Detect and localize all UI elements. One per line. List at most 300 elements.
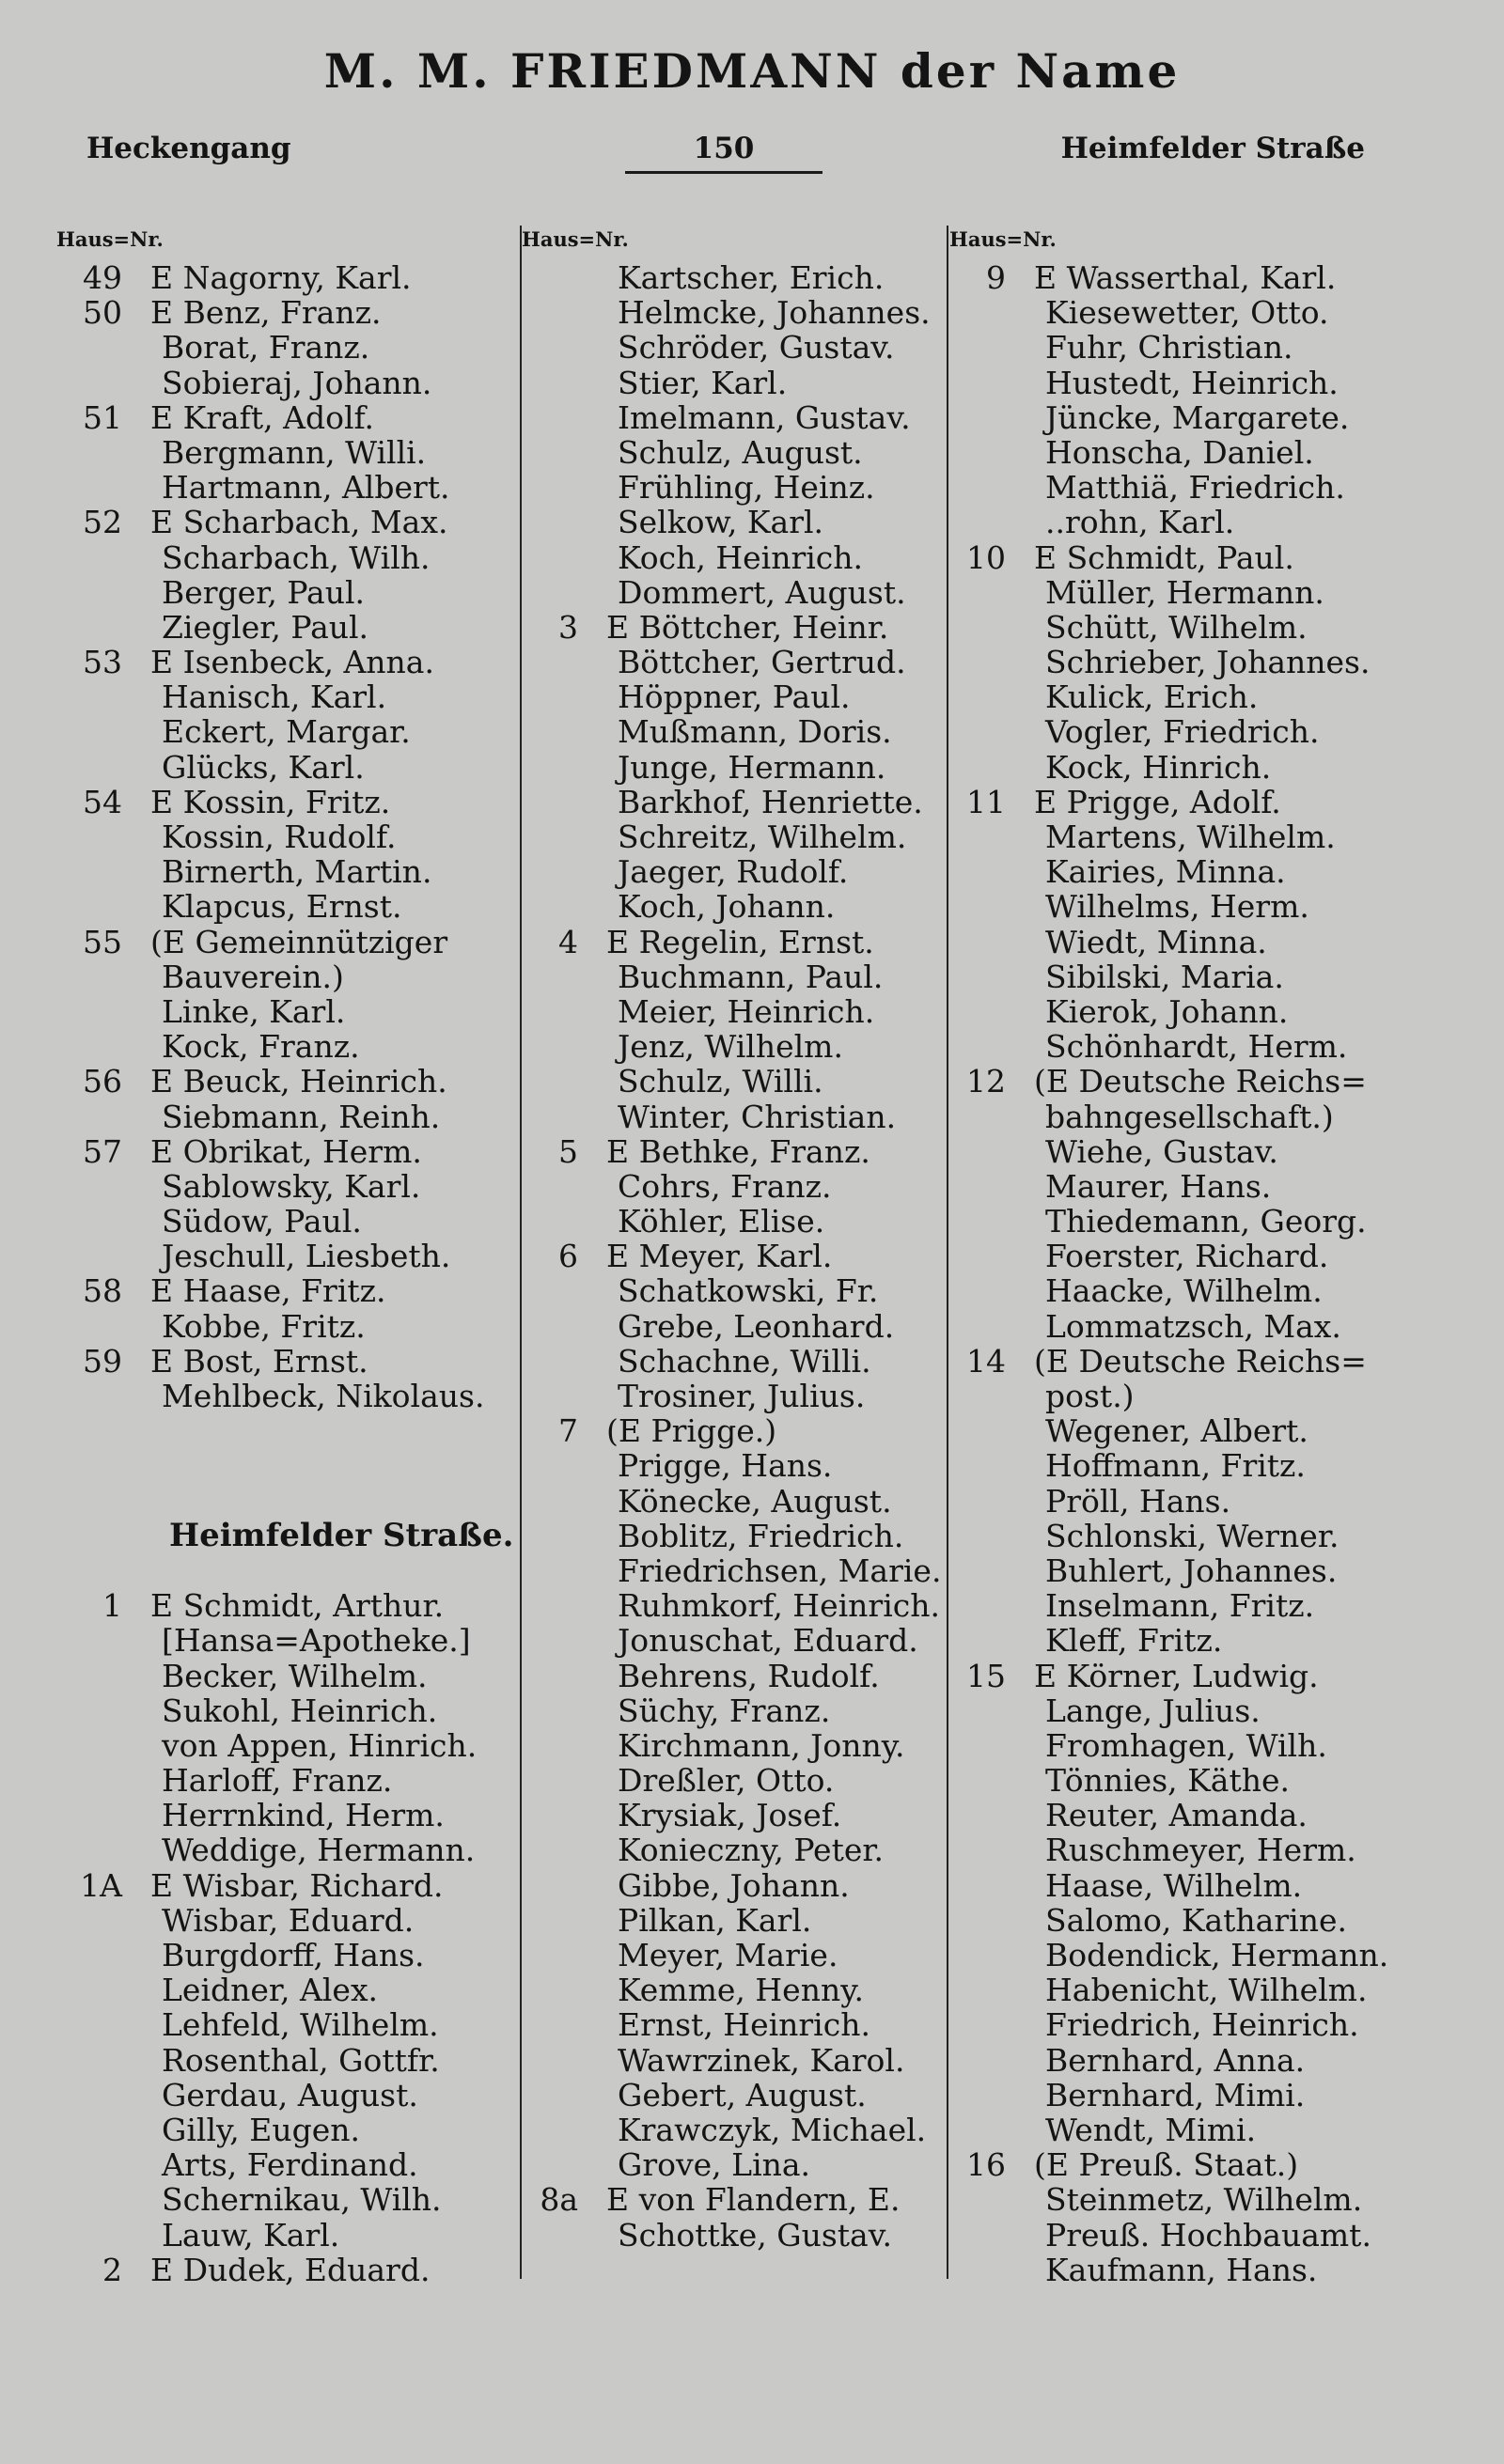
house-number: 51 [83, 398, 122, 436]
directory-entry [56, 1169, 517, 1204]
resident-name: Foerster, Richard. [1045, 1238, 1329, 1275]
house-number: 52 [83, 504, 122, 541]
resident-name: Gerdau, August. [162, 2076, 418, 2113]
column-3 [949, 226, 1495, 2287]
directory-entry [56, 1239, 517, 1273]
directory-entry [56, 2007, 517, 2042]
directory-entry [522, 1484, 945, 1519]
resident-name: Jeschull, Liesbeth. [162, 1238, 451, 1275]
directory-entry [949, 366, 1495, 400]
directory-entry [949, 1134, 1495, 1169]
resident-name: Kaufmann, Hans. [1045, 2251, 1318, 2288]
resident-name: Koch, Heinrich. [618, 538, 864, 576]
house-number: 58 [83, 1272, 122, 1310]
resident-name: Steinmetz, Wilhelm. [1045, 2181, 1363, 2219]
resident-name: E Meyer, Karl. [606, 1238, 833, 1275]
house-number: 14 [966, 1342, 1006, 1380]
directory-entry [522, 1832, 945, 1867]
resident-name: E Böttcher, Heinr. [606, 608, 889, 646]
resident-name: Grove, Lina. [618, 2146, 811, 2184]
resident-name: Schrieber, Johannes. [1045, 644, 1371, 681]
directory-entry [949, 959, 1495, 994]
resident-name: Buchmann, Paul. [618, 958, 884, 995]
resident-name: Wendt, Mimi. [1045, 2111, 1257, 2148]
directory-entry [522, 1309, 945, 1344]
directory-entry [522, 2078, 945, 2113]
resident-name: Stier, Karl. [618, 364, 788, 401]
resident-name: Friedrichsen, Marie. [618, 1552, 942, 1589]
house-number-label: Haus=Nr. [522, 227, 629, 251]
resident-name: Bodendick, Hermann. [1045, 1937, 1389, 1973]
directory-entry [522, 714, 945, 749]
resident-name: E Regelin, Ernst. [606, 923, 874, 960]
directory-entry [949, 1379, 1495, 1413]
resident-name: Herrnkind, Herm. [162, 1797, 445, 1834]
house-number-label: Haus=Nr. [56, 227, 164, 251]
directory-entry [56, 1588, 517, 1623]
house-number: 3 [558, 608, 578, 646]
resident-name: Helmcke, Johannes. [618, 294, 931, 332]
resident-name: Martens, Wilhelm. [1045, 819, 1336, 855]
directory-entry [56, 679, 517, 714]
resident-name: Junge, Hermann. [618, 748, 886, 786]
resident-name: Schatkowski, Fr. [618, 1272, 879, 1310]
directory-entry [56, 260, 517, 295]
resident-name: Hustedt, Heinrich. [1045, 364, 1339, 401]
directory-entry [56, 1659, 517, 1693]
directory-entry [522, 366, 945, 400]
resident-name: Habenicht, Wilhelm. [1045, 1972, 1368, 2009]
resident-name: Borat, Franz. [162, 329, 370, 366]
directory-entry [949, 925, 1495, 959]
resident-name: Rosenthal, Gottfr. [162, 2041, 440, 2079]
directory-entry [949, 854, 1495, 889]
resident-name: Harloff, Franz. [162, 1762, 393, 1800]
directory-entry [949, 1273, 1495, 1308]
spacer [56, 1413, 517, 1448]
directory-entry [949, 1938, 1495, 1973]
resident-name: Lauw, Karl. [162, 2216, 340, 2253]
resident-name: Ernst, Heinrich. [618, 2006, 870, 2044]
house-number: 10 [966, 538, 1006, 576]
resident-name: Bernhard, Anna. [1045, 2041, 1306, 2079]
resident-name: Preuß. Hochbauamt. [1045, 2216, 1371, 2253]
directory-entry [56, 1763, 517, 1798]
directory-entry [56, 1973, 517, 2007]
directory-entry [56, 645, 517, 679]
directory-entry [949, 1309, 1495, 1344]
directory-entry [949, 1763, 1495, 1798]
directory-entry [522, 889, 945, 924]
resident-name: Berger, Paul. [162, 573, 366, 611]
resident-name: Barkhof, Henriette. [618, 783, 923, 820]
directory-entry [56, 1798, 517, 1832]
resident-name: E Wisbar, Richard. [150, 1866, 444, 1904]
resident-name: Konieczny, Peter. [618, 1832, 885, 1869]
resident-name: E Nagorny, Karl. [150, 259, 412, 296]
directory-entry [56, 1693, 517, 1728]
house-number: 15 [966, 1657, 1006, 1694]
resident-name: Gebert, August. [618, 2076, 867, 2113]
directory-entry [56, 785, 517, 819]
directory-entry [522, 1064, 945, 1099]
resident-name: Ziegler, Paul. [162, 608, 369, 646]
resident-name: [Hansa=Apotheke.] [162, 1622, 471, 1660]
house-number: 7 [558, 1412, 578, 1450]
resident-name: Tönnies, Käthe. [1045, 1762, 1290, 1800]
resident-name: Sobieraj, Johann. [162, 364, 432, 401]
directory-entry [949, 645, 1495, 679]
directory-entry [949, 575, 1495, 610]
directory-entry [56, 959, 517, 994]
directory-entry [522, 994, 945, 1029]
section-heading: Heimfelder Straße. [169, 1516, 514, 1554]
resident-name: Meyer, Marie. [618, 1937, 838, 1973]
resident-name: Salomo, Katharine. [1045, 1901, 1347, 1939]
directory-entry [949, 470, 1495, 505]
directory-entry [949, 1029, 1495, 1064]
directory-entry [522, 1728, 945, 1763]
resident-name: (E Prigge.) [606, 1412, 777, 1450]
directory-entry [522, 2182, 945, 2217]
directory-entry [949, 1728, 1495, 1763]
resident-name: Schachne, Willi. [618, 1342, 871, 1380]
resident-name: Ruschmeyer, Herm. [1045, 1832, 1356, 1869]
resident-name: Fuhr, Christian. [1045, 329, 1293, 366]
directory-entry [56, 1309, 517, 1344]
directory-entry [522, 2007, 945, 2042]
directory-entry [522, 1553, 945, 1588]
resident-name: E Obrikat, Herm. [150, 1132, 422, 1170]
resident-name: E Beuck, Heinrich. [150, 1063, 447, 1100]
house-number: 5 [558, 1132, 578, 1170]
house-number: 1 [102, 1587, 122, 1625]
directory-entry [56, 2147, 517, 2182]
resident-name: Pilkan, Karl. [618, 1901, 812, 1939]
directory-entry [522, 1868, 945, 1903]
resident-name: Wiedt, Minna. [1045, 923, 1267, 960]
directory-entry [949, 679, 1495, 714]
resident-name: Lange, Julius. [1045, 1692, 1261, 1729]
directory-entry [522, 1588, 945, 1623]
directory-entry [56, 1064, 517, 1099]
directory-entry [949, 1239, 1495, 1273]
directory-entry [522, 1448, 945, 1483]
resident-name: Schlonski, Werner. [1045, 1517, 1340, 1554]
house-number: 16 [966, 2146, 1006, 2184]
resident-name: Haacke, Wilhelm. [1045, 1272, 1323, 1310]
resident-name: Kock, Franz. [162, 1028, 360, 1066]
resident-name: Prigge, Hans. [618, 1447, 833, 1485]
resident-name: post.) [1045, 1378, 1135, 1414]
directory-entry [522, 1623, 945, 1658]
resident-name: Schreitz, Wilhelm. [618, 819, 907, 855]
directory-entry [949, 1064, 1495, 1099]
resident-name: Jüncke, Margarete. [1045, 398, 1350, 436]
directory-entry [949, 540, 1495, 575]
page-banner: M. M. FRIEDMANN der Name [323, 43, 1181, 99]
directory-entry [56, 854, 517, 889]
column-2 [522, 226, 945, 2253]
resident-name: Wegener, Albert. [1045, 1412, 1308, 1450]
resident-name: Boblitz, Friedrich. [618, 1517, 904, 1554]
house-number: 2 [102, 2251, 122, 2288]
directory-entry [56, 2218, 517, 2253]
resident-name: Imelmann, Gustav. [618, 398, 911, 436]
house-number: 11 [966, 783, 1006, 820]
resident-name: E Benz, Franz. [150, 294, 382, 332]
directory-entry [949, 1693, 1495, 1728]
resident-name: E Schmidt, Arthur. [150, 1587, 445, 1625]
resident-name: Bernhard, Mimi. [1045, 2076, 1306, 2113]
resident-name: Siebmann, Reinh. [162, 1098, 441, 1135]
directory-entry [522, 1659, 945, 1693]
directory-entry [522, 2147, 945, 2182]
resident-name: Hanisch, Karl. [162, 678, 387, 716]
resident-name: Kirchmann, Jonny. [618, 1726, 905, 1764]
resident-name: Hoffmann, Fritz. [1045, 1447, 1306, 1485]
directory-entry [56, 1029, 517, 1064]
house-number: 55 [83, 923, 122, 960]
directory-entry [522, 400, 945, 435]
directory-entry [522, 1413, 945, 1448]
resident-name: von Appen, Hinrich. [162, 1726, 478, 1764]
directory-entry [56, 1938, 517, 1973]
directory-entry [949, 1519, 1495, 1553]
directory-entry [949, 610, 1495, 645]
directory-entry [522, 540, 945, 575]
resident-name: E Dudek, Eduard. [150, 2251, 431, 2288]
directory-entry [522, 1344, 945, 1379]
resident-name: Becker, Wilhelm. [162, 1657, 428, 1694]
resident-name: Jenz, Wilhelm. [618, 1028, 843, 1066]
house-number: 4 [558, 923, 578, 960]
resident-name: Friedrich, Heinrich. [1045, 2006, 1359, 2044]
resident-name: Selkow, Karl. [618, 504, 824, 541]
house-number: 53 [83, 644, 122, 681]
directory-entry [949, 1413, 1495, 1448]
directory-entry [949, 2182, 1495, 2217]
resident-name: Reuter, Amanda. [1045, 1797, 1308, 1834]
resident-name: (E Preuß. Staat.) [1034, 2146, 1299, 2184]
directory-entry [56, 750, 517, 785]
directory-entry [56, 714, 517, 749]
directory-entry [56, 2113, 517, 2147]
resident-name: Wilhelms, Herm. [1045, 888, 1309, 926]
resident-name: E Prigge, Adolf. [1034, 783, 1281, 820]
directory-entry [949, 505, 1495, 539]
resident-name: ..rohn, Karl. [1045, 504, 1235, 541]
resident-name: Schulz, August. [618, 433, 863, 471]
resident-name: E Haase, Fritz. [150, 1272, 386, 1310]
directory-entry [949, 2253, 1495, 2287]
directory-entry [522, 925, 945, 959]
directory-entry [56, 2253, 517, 2287]
spacer [56, 1553, 517, 1588]
directory-entry [522, 1379, 945, 1413]
resident-name: Cohrs, Franz. [618, 1167, 832, 1205]
directory-entry [56, 540, 517, 575]
directory-entry [522, 1903, 945, 1938]
spacer [56, 1448, 517, 1483]
directory-entry [522, 1239, 945, 1273]
directory-entry [56, 925, 517, 959]
resident-name: E Bethke, Franz. [606, 1132, 870, 1170]
house-number: 1A [80, 1866, 122, 1904]
house-number: 57 [83, 1132, 122, 1170]
directory-entry [522, 575, 945, 610]
house-number: 9 [986, 259, 1006, 296]
directory-entry [522, 819, 945, 854]
resident-name: E Körner, Ludwig. [1034, 1657, 1319, 1694]
directory-entry [522, 854, 945, 889]
resident-name: Schönhardt, Herm. [1045, 1028, 1348, 1066]
directory-entry [56, 1379, 517, 1413]
directory-entry [56, 505, 517, 539]
resident-name: Grebe, Leonhard. [618, 1307, 895, 1345]
resident-name: Bergmann, Willi. [162, 433, 427, 471]
directory-entry [522, 505, 945, 539]
directory-entry [522, 1938, 945, 1973]
directory-entry [56, 1832, 517, 1867]
resident-name: Maurer, Hans. [1045, 1167, 1272, 1205]
resident-name: Schernikau, Wilh. [162, 2181, 442, 2219]
directory-entry [949, 2113, 1495, 2147]
resident-name: Mußmann, Doris. [618, 713, 892, 751]
resident-name: Sukohl, Heinrich. [162, 1692, 438, 1729]
directory-entry [949, 1903, 1495, 1938]
directory-entry [522, 2113, 945, 2147]
directory-entry [949, 1798, 1495, 1832]
resident-name: E Bost, Ernst. [150, 1342, 368, 1380]
directory-entry [949, 1553, 1495, 1588]
directory-entry [56, 2182, 517, 2217]
directory-entry [522, 435, 945, 470]
resident-name: (E Deutsche Reichs= [1034, 1063, 1367, 1100]
directory-entry [56, 1623, 517, 1658]
directory-entry [522, 260, 945, 295]
directory-entry [522, 1973, 945, 2007]
resident-name: Meier, Heinrich. [618, 992, 875, 1030]
resident-name: Pröll, Hans. [1045, 1482, 1231, 1520]
resident-name: Haase, Wilhelm. [1045, 1866, 1303, 1904]
house-number: 54 [83, 783, 122, 820]
resident-name: Kairies, Minna. [1045, 853, 1286, 891]
resident-name: Glücks, Karl. [162, 748, 365, 786]
directory-entry [949, 1868, 1495, 1903]
directory-entry [56, 1344, 517, 1379]
directory-entry [56, 295, 517, 330]
directory-entry [56, 1868, 517, 1903]
directory-entry [522, 1029, 945, 1064]
spacer [56, 1484, 517, 1519]
directory-entry [949, 1484, 1495, 1519]
resident-name: Wawrzinek, Karol. [618, 2041, 905, 2079]
directory-entry [56, 889, 517, 924]
resident-name: Scharbach, Wilh. [162, 538, 431, 576]
directory-entry [56, 366, 517, 400]
directory-entry [56, 1728, 517, 1763]
directory-entry [949, 1099, 1495, 1134]
directory-entry [522, 959, 945, 994]
resident-name: Schröder, Gustav. [618, 329, 895, 366]
resident-name: Kartscher, Erich. [618, 259, 885, 296]
directory-entry [56, 1134, 517, 1169]
directory-entry [522, 645, 945, 679]
resident-name: Höppner, Paul. [618, 678, 851, 716]
directory-entry [949, 260, 1495, 295]
resident-name: Jaeger, Rudolf. [618, 853, 849, 891]
directory-entry [949, 714, 1495, 749]
house-number: 49 [83, 259, 122, 296]
resident-name: Wisbar, Eduard. [162, 1901, 415, 1939]
resident-name: Wiehe, Gustav. [1045, 1132, 1278, 1170]
directory-entry [56, 330, 517, 365]
directory-entry [949, 2147, 1495, 2182]
directory-entry [522, 610, 945, 645]
resident-name: Fromhagen, Wilh. [1045, 1726, 1327, 1764]
resident-name: Schütt, Wilhelm. [1045, 608, 1308, 646]
resident-name: Köhler, Elise. [618, 1203, 825, 1240]
resident-name: Böttcher, Gertrud. [618, 644, 906, 681]
directory-entry [949, 819, 1495, 854]
directory-entry [949, 1344, 1495, 1379]
directory-entry [522, 2218, 945, 2253]
directory-entry [56, 2043, 517, 2078]
house-number: 50 [83, 294, 122, 332]
directory-entry [522, 1763, 945, 1798]
resident-name: Kobbe, Fritz. [162, 1307, 366, 1345]
directory-entry [522, 1204, 945, 1239]
resident-name: Bauverein.) [162, 958, 344, 995]
right-street-header: Heimfelder Straße [1060, 132, 1365, 165]
resident-name: Müller, Hermann. [1045, 573, 1324, 611]
directory-entry [522, 679, 945, 714]
resident-name: E Scharbach, Max. [150, 504, 448, 541]
resident-name: Thiedemann, Georg. [1045, 1203, 1367, 1240]
directory-entry [949, 1588, 1495, 1623]
resident-name: E Schmidt, Paul. [1034, 538, 1294, 576]
directory-entry [56, 994, 517, 1029]
resident-name: Inselmann, Fritz. [1045, 1587, 1315, 1625]
resident-name: E Kraft, Adolf. [150, 398, 375, 436]
directory-entry [949, 330, 1495, 365]
page-number: 150 [693, 132, 755, 165]
directory-entry [522, 750, 945, 785]
directory-entry [949, 435, 1495, 470]
directory-entry [522, 295, 945, 330]
directory-entry [56, 1273, 517, 1308]
house-number: 8a [540, 2181, 578, 2219]
resident-name: E Kossin, Fritz. [150, 783, 391, 820]
directory-entry [56, 575, 517, 610]
directory-entry [522, 470, 945, 505]
directory-entry [949, 295, 1495, 330]
resident-name: Sibilski, Maria. [1045, 958, 1284, 995]
directory-entry [949, 750, 1495, 785]
directory-entry [56, 470, 517, 505]
resident-name: Gibbe, Johann. [618, 1866, 850, 1904]
house-number: 59 [83, 1342, 122, 1380]
directory-entry [949, 1659, 1495, 1693]
house-number-label: Haus=Nr. [949, 227, 1057, 251]
resident-name: Mehlbeck, Nikolaus. [162, 1378, 485, 1414]
directory-entry [56, 1204, 517, 1239]
resident-name: (E Deutsche Reichs= [1034, 1342, 1367, 1380]
resident-name: Gilly, Eugen. [162, 2111, 361, 2148]
directory-entry [949, 785, 1495, 819]
directory-entry [949, 1204, 1495, 1239]
